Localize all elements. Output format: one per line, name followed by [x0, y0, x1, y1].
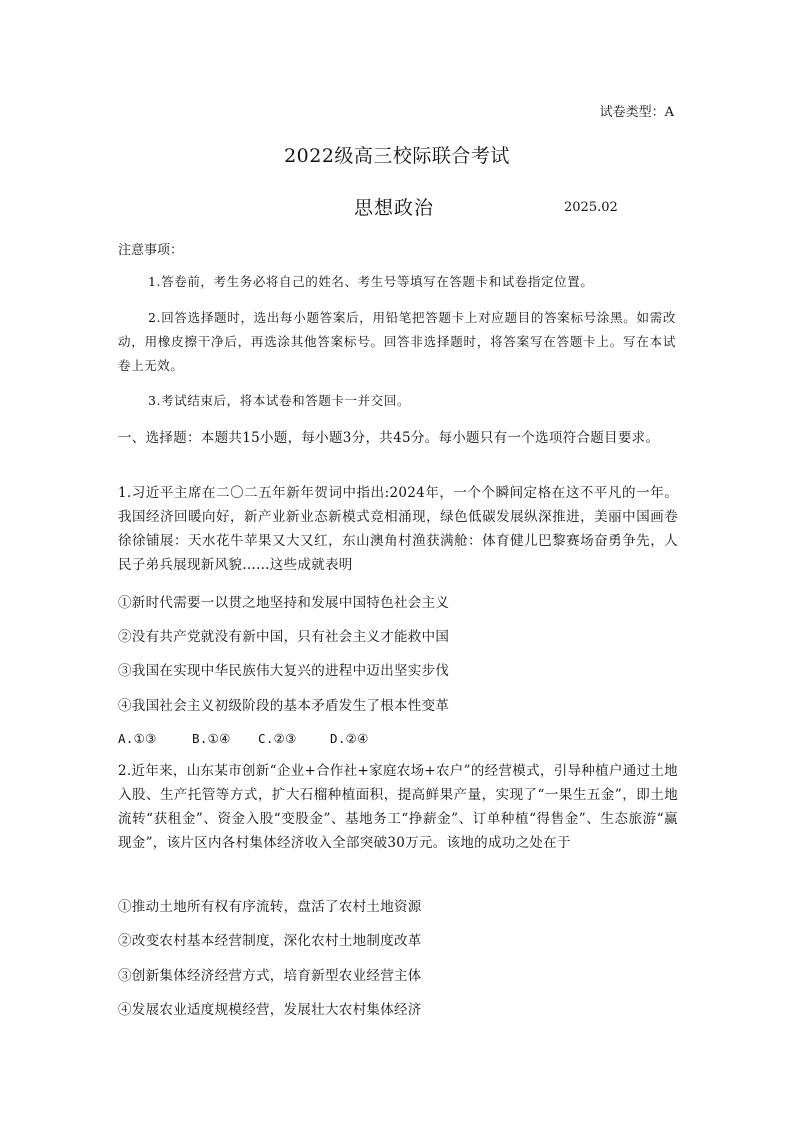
notice-item: 1.答卷前，考生务必将自己的姓名、考生号等填写在答题卡和试卷指定位置。: [148, 274, 594, 289]
notice-item: 2.回答选择题时，选出每小题答案后，用铅笔把答题卡上对应题目的答案标号涂黑。如需改动，用橡皮擦干净后，再选涂其他答案标号。回答非选择题时，将答案写在答题卡上。写在本试卷上无效。: [118, 310, 676, 373]
section-heading: 一、选择题：本题共15小题，每小题3分，共45分。每小题只有一个选项符合题目要求。: [118, 430, 660, 446]
subject-title: 思想政治: [354, 197, 435, 219]
exam-date: 2025.02: [564, 200, 618, 215]
question-stem: 2.近年来，山东某市创新“企业+合作社+家庭农场+农户”的经营模式，引导种植户通过土地入股、生产托管等方式，扩大石榴种植面积，提高鲜果产量，实现了“一果生五金”，即土地流转“获租金”、资金入股“变股金”、基地务工“挣薪金”、订单种植“得售金”、生态旅游“赢现金”，该片区内各村集体经济收入全部突破30万元。该地的成功之处在于: [118, 763, 678, 851]
answer-choice: C.②③: [258, 731, 297, 746]
answer-choice: B.①④: [192, 731, 231, 746]
question-option: ④我国社会主义初级阶段的基本矛盾发生了根本性变革: [118, 698, 450, 714]
answer-choice: A.①③: [118, 731, 157, 746]
paper-type-label: 试卷类型：A: [599, 105, 674, 120]
question-option: ④发展农业适度规模经营，发展壮大农村集体经济: [118, 1002, 422, 1018]
question-option: ②没有共产党就没有新中国，只有社会主义才能救中国: [118, 629, 450, 645]
notice-item: 3.考试结束后，将本试卷和答题卡一并交回。: [148, 393, 411, 408]
answer-choice: D.②④: [330, 731, 369, 746]
question-option: ③创新集体经济经营方式，培育新型农业经营主体: [118, 968, 422, 984]
question-stem: 1.习近平主席在二〇二五年新年贺词中指出:2024年，一个个瞬间定格在这不平凡的一年。我国经济回暖向好，新产业新业态新模式竞相涌现，绿色低碳发展纵深推进，美丽中国画卷徐徐铺展：天水花牛苹果又大又红，东山澳角村渔获满舱：体育健儿巴黎赛场奋勇争先，人民子弟兵展现新风貌……这些成就表明: [118, 485, 678, 573]
question-option: ①推动土地所有权有序流转，盘活了农村土地资源: [118, 899, 422, 915]
answer-choices: [118, 731, 369, 746]
question-option: ①新时代需要一以贯之地坚持和发展中国特色社会主义: [118, 595, 450, 611]
exam-title: 2022级高三校际联合考试: [284, 145, 510, 167]
notice-heading: 注意事项：: [118, 243, 184, 258]
question-option: ②改变农村基本经营制度，深化农村土地制度改革: [118, 933, 422, 949]
question-option: ③我国在实现中华民族伟大复兴的进程中迈出坚实步伐: [118, 663, 450, 679]
